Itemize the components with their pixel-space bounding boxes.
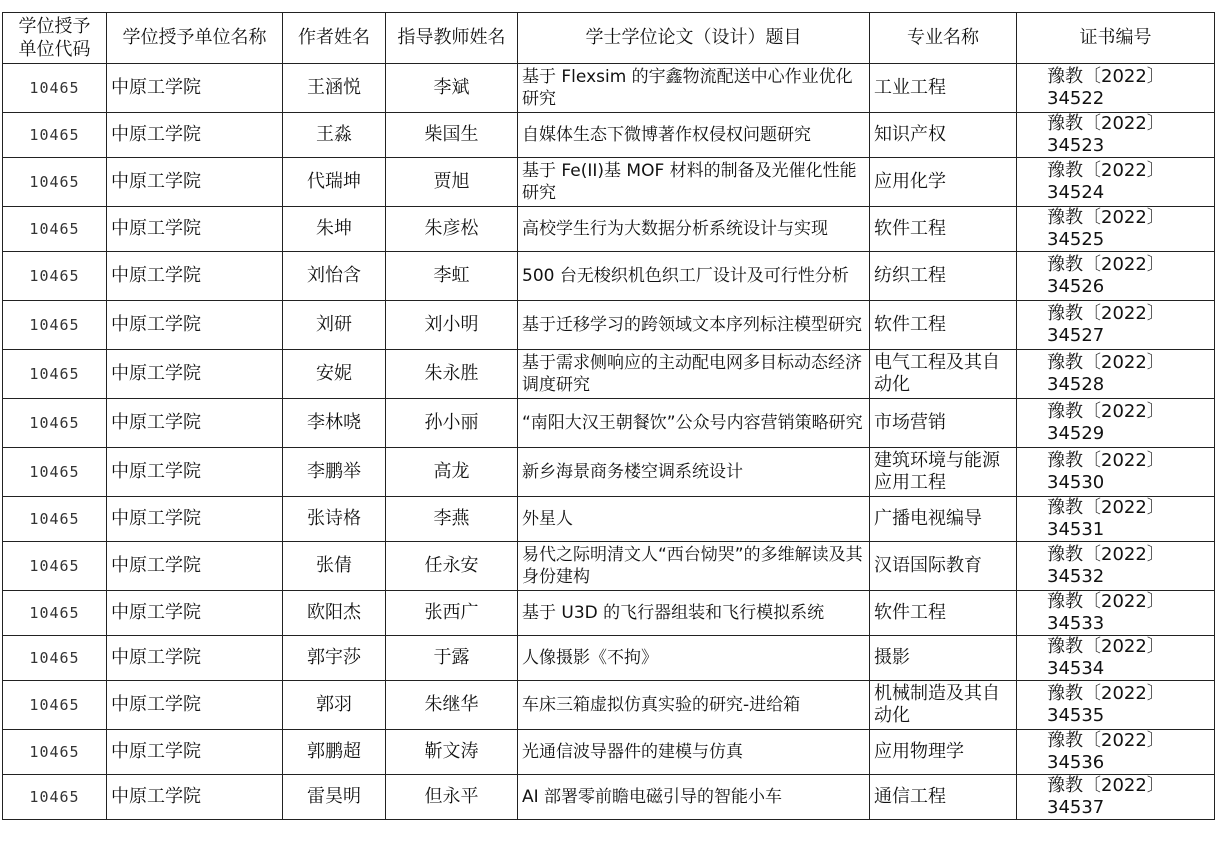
cell-advisor: 于露	[386, 636, 518, 681]
cell-unit-code: 10465	[3, 399, 107, 448]
cell-author: 李林哓	[283, 399, 386, 448]
cell-major: 建筑环境与能源应用工程	[870, 448, 1017, 497]
header-advisor: 指导教师姓名	[386, 13, 518, 64]
header-major: 专业名称	[870, 13, 1017, 64]
header-author: 作者姓名	[283, 13, 386, 64]
cell-thesis-title: 500 台无梭织机色织工厂设计及可行性分析	[518, 252, 870, 301]
cell-unit-name: 中原工学院	[107, 542, 283, 591]
cell-major: 工业工程	[870, 64, 1017, 113]
table-row	[3, 301, 1215, 350]
cell-certificate: 豫教〔2022〕34534	[1017, 636, 1215, 681]
cell-unit-code: 10465	[3, 448, 107, 497]
cell-advisor: 朱永胜	[386, 350, 518, 399]
cell-unit-name: 中原工学院	[107, 350, 283, 399]
cell-thesis-title: 光通信波导器件的建模与仿真	[518, 730, 870, 775]
table-row	[3, 681, 1215, 730]
cell-author: 王淼	[283, 113, 386, 158]
table-row	[3, 399, 1215, 448]
cell-unit-code: 10465	[3, 542, 107, 591]
table-row	[3, 350, 1215, 399]
cell-major: 知识产权	[870, 113, 1017, 158]
cell-author: 郭宇莎	[283, 636, 386, 681]
cell-certificate: 豫教〔2022〕34524	[1017, 158, 1215, 207]
cell-unit-code: 10465	[3, 113, 107, 158]
cell-major: 通信工程	[870, 775, 1017, 820]
cell-thesis-title: 自媒体生态下微博著作权侵权问题研究	[518, 113, 870, 158]
cell-certificate: 豫教〔2022〕34533	[1017, 591, 1215, 636]
cell-thesis-title: 基于需求侧响应的主动配电网多目标动态经济调度研究	[518, 350, 870, 399]
table-row	[3, 113, 1215, 158]
cell-unit-name: 中原工学院	[107, 681, 283, 730]
cell-unit-code: 10465	[3, 681, 107, 730]
cell-author: 雷昊明	[283, 775, 386, 820]
cell-major: 软件工程	[870, 207, 1017, 252]
cell-unit-code: 10465	[3, 591, 107, 636]
cell-advisor: 高龙	[386, 448, 518, 497]
table-row	[3, 542, 1215, 591]
cell-unit-name: 中原工学院	[107, 730, 283, 775]
cell-author: 刘怡含	[283, 252, 386, 301]
cell-thesis-title: 新乡海景商务楼空调系统设计	[518, 448, 870, 497]
header-certificate: 证书编号	[1017, 13, 1215, 64]
cell-advisor: 孙小丽	[386, 399, 518, 448]
cell-thesis-title: 基于 Fe(II)基 MOF 材料的制备及光催化性能研究	[518, 158, 870, 207]
cell-unit-code: 10465	[3, 301, 107, 350]
cell-thesis-title: 人像摄影《不拘》	[518, 636, 870, 681]
cell-major: 汉语国际教育	[870, 542, 1017, 591]
cell-major: 市场营销	[870, 399, 1017, 448]
cell-advisor: 李斌	[386, 64, 518, 113]
cell-certificate: 豫教〔2022〕34528	[1017, 350, 1215, 399]
cell-author: 刘研	[283, 301, 386, 350]
cell-certificate: 豫教〔2022〕34522	[1017, 64, 1215, 113]
cell-advisor: 李虹	[386, 252, 518, 301]
cell-certificate: 豫教〔2022〕34530	[1017, 448, 1215, 497]
cell-thesis-title: “南阳大汉王朝餐饮”公众号内容营销策略研究	[518, 399, 870, 448]
cell-unit-name: 中原工学院	[107, 301, 283, 350]
cell-major: 应用物理学	[870, 730, 1017, 775]
cell-major: 应用化学	[870, 158, 1017, 207]
cell-unit-code: 10465	[3, 730, 107, 775]
table-header-row	[3, 13, 1215, 64]
table-row	[3, 448, 1215, 497]
cell-author: 李鹏举	[283, 448, 386, 497]
table-row	[3, 158, 1215, 207]
cell-major: 摄影	[870, 636, 1017, 681]
cell-major: 软件工程	[870, 591, 1017, 636]
cell-unit-code: 10465	[3, 636, 107, 681]
cell-major: 广播电视编导	[870, 497, 1017, 542]
table-row	[3, 252, 1215, 301]
cell-certificate: 豫教〔2022〕34536	[1017, 730, 1215, 775]
cell-author: 张倩	[283, 542, 386, 591]
table-row	[3, 775, 1215, 820]
table-row	[3, 730, 1215, 775]
cell-certificate: 豫教〔2022〕34527	[1017, 301, 1215, 350]
cell-unit-name: 中原工学院	[107, 497, 283, 542]
cell-unit-code: 10465	[3, 350, 107, 399]
cell-thesis-title: 高校学生行为大数据分析系统设计与实现	[518, 207, 870, 252]
cell-advisor: 刘小明	[386, 301, 518, 350]
cell-unit-code: 10465	[3, 775, 107, 820]
cell-author: 张诗格	[283, 497, 386, 542]
table-row	[3, 497, 1215, 542]
cell-advisor: 朱继华	[386, 681, 518, 730]
cell-certificate: 豫教〔2022〕34525	[1017, 207, 1215, 252]
cell-unit-name: 中原工学院	[107, 636, 283, 681]
cell-author: 郭羽	[283, 681, 386, 730]
header-thesis-title: 学士学位论文（设计）题目	[518, 13, 870, 64]
cell-major: 软件工程	[870, 301, 1017, 350]
cell-unit-name: 中原工学院	[107, 591, 283, 636]
cell-certificate: 豫教〔2022〕34523	[1017, 113, 1215, 158]
cell-certificate: 豫教〔2022〕34529	[1017, 399, 1215, 448]
cell-advisor: 朱彦松	[386, 207, 518, 252]
table-row	[3, 64, 1215, 113]
cell-unit-code: 10465	[3, 252, 107, 301]
table-row	[3, 591, 1215, 636]
cell-unit-name: 中原工学院	[107, 64, 283, 113]
table-row	[3, 207, 1215, 252]
table-row	[3, 636, 1215, 681]
header-unit-name: 学位授予单位名称	[107, 13, 283, 64]
cell-unit-code: 10465	[3, 64, 107, 113]
cell-unit-name: 中原工学院	[107, 448, 283, 497]
cell-certificate: 豫教〔2022〕34526	[1017, 252, 1215, 301]
cell-unit-name: 中原工学院	[107, 399, 283, 448]
cell-unit-name: 中原工学院	[107, 158, 283, 207]
cell-certificate: 豫教〔2022〕34531	[1017, 497, 1215, 542]
cell-thesis-title: 车床三箱虚拟仿真实验的研究-进给箱	[518, 681, 870, 730]
cell-unit-code: 10465	[3, 497, 107, 542]
cell-unit-name: 中原工学院	[107, 207, 283, 252]
cell-thesis-title: 外星人	[518, 497, 870, 542]
header-unit-code: 学位授予 单位代码	[3, 13, 107, 64]
cell-author: 安妮	[283, 350, 386, 399]
cell-certificate: 豫教〔2022〕34537	[1017, 775, 1215, 820]
cell-advisor: 任永安	[386, 542, 518, 591]
degree-table	[2, 12, 1215, 820]
cell-certificate: 豫教〔2022〕34535	[1017, 681, 1215, 730]
cell-unit-code: 10465	[3, 158, 107, 207]
cell-thesis-title: 易代之际明清文人“西台恸哭”的多维解读及其身份建构	[518, 542, 870, 591]
table-body	[3, 64, 1215, 820]
cell-major: 电气工程及其自动化	[870, 350, 1017, 399]
cell-major: 纺织工程	[870, 252, 1017, 301]
cell-certificate: 豫教〔2022〕34532	[1017, 542, 1215, 591]
cell-advisor: 李燕	[386, 497, 518, 542]
cell-author: 王涵悦	[283, 64, 386, 113]
cell-advisor: 张西广	[386, 591, 518, 636]
cell-unit-code: 10465	[3, 207, 107, 252]
degree-table-container	[2, 12, 1214, 820]
cell-author: 朱坤	[283, 207, 386, 252]
cell-author: 代瑞坤	[283, 158, 386, 207]
cell-major: 机械制造及其自动化	[870, 681, 1017, 730]
cell-thesis-title: AI 部署零前瞻电磁引导的智能小车	[518, 775, 870, 820]
cell-author: 欧阳杰	[283, 591, 386, 636]
cell-thesis-title: 基于 Flexsim 的宇鑫物流配送中心作业优化研究	[518, 64, 870, 113]
cell-advisor: 贾旭	[386, 158, 518, 207]
cell-author: 郭鹏超	[283, 730, 386, 775]
cell-advisor: 靳文涛	[386, 730, 518, 775]
cell-advisor: 柴国生	[386, 113, 518, 158]
cell-unit-name: 中原工学院	[107, 113, 283, 158]
cell-advisor: 但永平	[386, 775, 518, 820]
cell-thesis-title: 基于迁移学习的跨领域文本序列标注模型研究	[518, 301, 870, 350]
cell-unit-name: 中原工学院	[107, 775, 283, 820]
cell-unit-name: 中原工学院	[107, 252, 283, 301]
cell-thesis-title: 基于 U3D 的飞行器组装和飞行模拟系统	[518, 591, 870, 636]
